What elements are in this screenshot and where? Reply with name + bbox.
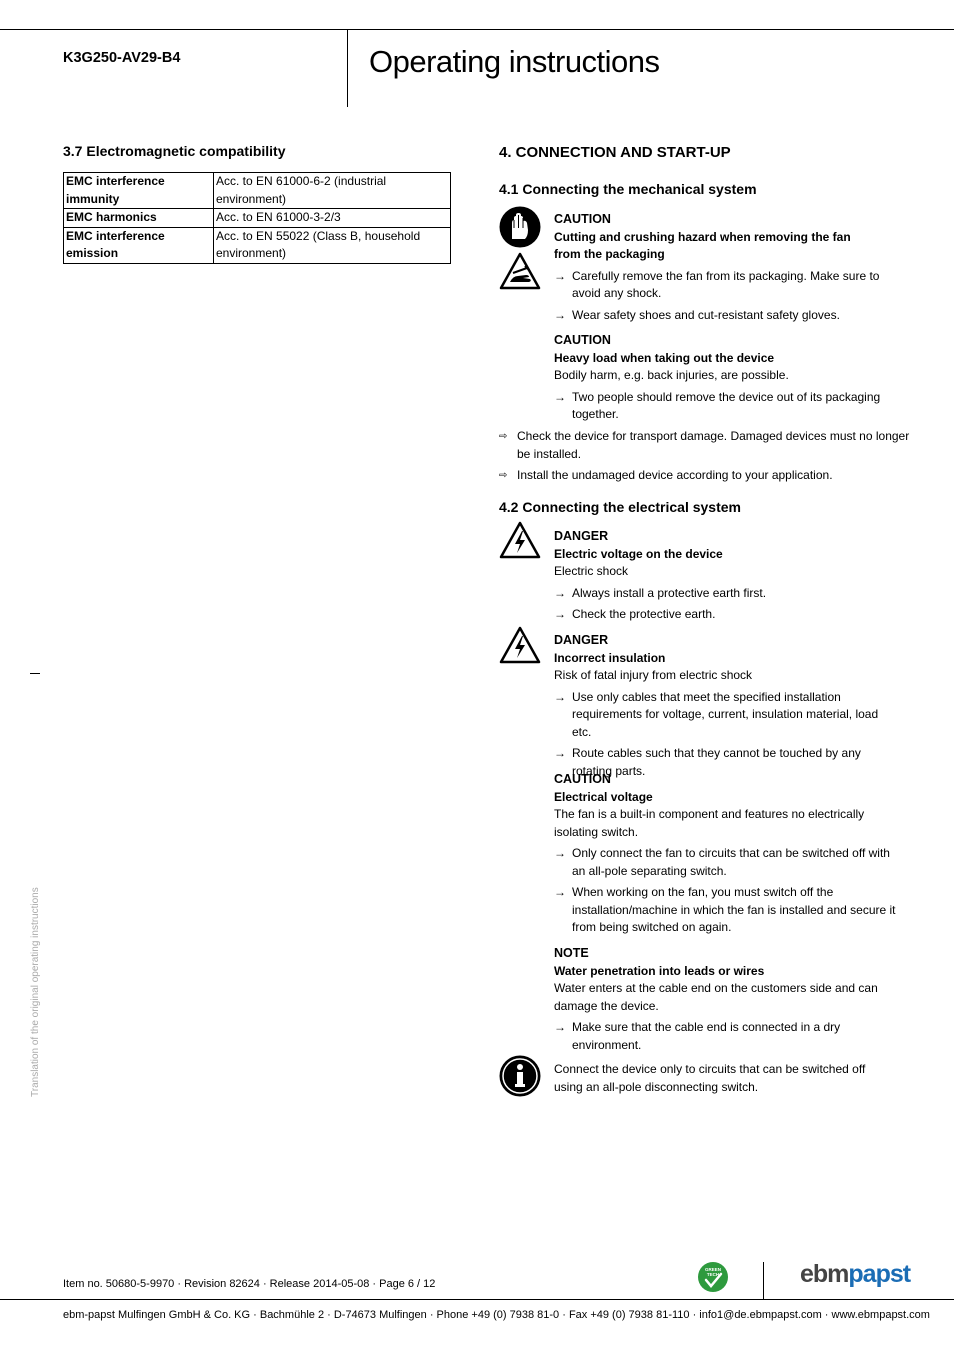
fold-mark bbox=[30, 673, 40, 674]
table-cell-value: Acc. to EN 61000-6-2 (industrial environment) bbox=[214, 173, 451, 209]
company-address: ebm-papst Mulfingen GmbH & Co. KG · Bachmühle 2 · D-74673 Mulfingen · Phone +49 (0) 7938 81-0 · Fax +49 (0) 7938 81-110 · info1@de.ebmpapst.com · www.ebmpapst.com bbox=[63, 1309, 930, 1321]
model-number: K3G250-AV29-B4 bbox=[63, 50, 181, 66]
signal-word: DANGER bbox=[554, 529, 609, 543]
list-item bbox=[499, 428, 917, 463]
signal-word: CAUTION bbox=[554, 333, 611, 347]
instruction-step bbox=[554, 845, 899, 880]
footer-rule bbox=[0, 1299, 954, 1300]
instruction-text: Two people should remove the device out of its packaging together. bbox=[572, 389, 881, 421]
list-item-text: Install the undamaged device according to your application. bbox=[517, 468, 833, 482]
instruction-text: Make sure that the cable end is connected in a dry environment. bbox=[572, 1020, 841, 1052]
arrow-icon: → bbox=[554, 1020, 566, 1034]
signal-word: NOTE bbox=[554, 946, 589, 960]
hazard-consequence: Electric shock bbox=[554, 564, 629, 578]
logo-ebm: ebm bbox=[800, 1260, 849, 1288]
table-cell-value: Acc. to EN 61000-3-2/3 bbox=[214, 209, 451, 228]
caution-block bbox=[554, 332, 899, 424]
signal-word: DANGER bbox=[554, 633, 609, 647]
table-cell-label: EMC interference immunity bbox=[64, 173, 214, 209]
arrow-icon: → bbox=[554, 607, 566, 621]
instruction-step bbox=[554, 268, 899, 303]
badge-text: GREEN bbox=[704, 1267, 722, 1272]
hazard-subject: from the packaging bbox=[554, 247, 665, 261]
instruction-step bbox=[554, 1019, 899, 1054]
caution-block bbox=[554, 211, 899, 324]
arrow-icon: → bbox=[554, 746, 566, 760]
instruction-text: Check the protective earth. bbox=[572, 607, 716, 621]
hazard-consequence: Risk of fatal injury from electric shock bbox=[554, 668, 753, 682]
table-row bbox=[64, 209, 451, 228]
instruction-text: Always install a protective earth first. bbox=[572, 585, 767, 600]
document-title: Operating instructions bbox=[369, 44, 660, 79]
hazard-subject: Electric voltage on the device bbox=[554, 546, 723, 561]
danger-block bbox=[554, 528, 899, 624]
arrow-icon: → bbox=[554, 585, 566, 600]
instruction-text: Carefully remove the fan from its packaging. Make sure to avoid any shock. bbox=[572, 268, 880, 300]
arrow-icon: → bbox=[554, 846, 566, 860]
instruction-step bbox=[554, 307, 899, 325]
bullet-arrow-icon: ⇨ bbox=[499, 470, 508, 481]
arrow-icon: → bbox=[554, 389, 566, 404]
electrical-heading: 4.2 Connecting the electrical system bbox=[499, 499, 741, 515]
instruction-step bbox=[554, 389, 899, 424]
hazard-subject: Water penetration into leads or wires bbox=[554, 963, 765, 978]
bullet-arrow-icon: ⇨ bbox=[499, 431, 508, 442]
instruction-step bbox=[554, 585, 899, 603]
electric-shock-warning-icon bbox=[499, 626, 541, 664]
badge-text: TECH bbox=[706, 1272, 720, 1277]
note-block bbox=[554, 945, 899, 1054]
list-item-text: Check the device for transport damage. Damaged devices must no longer be installed. bbox=[517, 429, 910, 461]
table-cell-value: Acc. to EN 55022 (Class B, household environment) bbox=[214, 227, 451, 263]
instruction-step bbox=[554, 689, 899, 742]
list-item bbox=[499, 467, 917, 485]
info-text: Connect the device only to circuits that can be switched off using an all-pole disconnecting switch. bbox=[554, 1062, 866, 1094]
hazard-subject: Cutting and crushing hazard when removing the fan bbox=[554, 229, 851, 244]
hazard-consequence: The fan is a built-in component and features no electrically isolating switch. bbox=[554, 807, 865, 839]
logo-papst: papst bbox=[848, 1260, 911, 1288]
instruction-text: Route cables such that they cannot be touched by any rotating parts. bbox=[572, 746, 861, 778]
info-icon bbox=[499, 1055, 541, 1097]
document-info: Item no. 50680-5-9970 · Revision 82624 · Release 2014-05-08 · Page 6 / 12 bbox=[63, 1278, 436, 1290]
instruction-text: When working on the fan, you must switch off the installation/machine in which the fan is installed and secure it from being switched on again. bbox=[572, 885, 896, 934]
caution-block bbox=[554, 771, 899, 937]
table-row bbox=[64, 173, 451, 209]
danger-block bbox=[554, 632, 899, 780]
hazard-consequence: Water enters at the cable end on the customers side and can damage the device. bbox=[554, 981, 878, 1013]
hazard-subject: Incorrect insulation bbox=[554, 650, 666, 665]
instruction-text: Only connect the fan to circuits that can be switched off with an all-pole separating switch. bbox=[572, 846, 890, 878]
hand-crush-warning-icon bbox=[499, 252, 541, 290]
hazard-subject: Heavy load when taking out the device bbox=[554, 350, 775, 365]
signal-word: CAUTION bbox=[554, 212, 611, 226]
connection-heading: 4. CONNECTION AND START-UP bbox=[499, 144, 731, 161]
electric-shock-warning-icon bbox=[499, 521, 541, 559]
arrow-icon: → bbox=[554, 885, 566, 899]
signal-word: CAUTION bbox=[554, 772, 611, 786]
instruction-step bbox=[554, 884, 899, 937]
instruction-text: Use only cables that meet the specified installation requirements for voltage, current, insulation material, load etc. bbox=[572, 689, 879, 739]
emc-heading: 3.7 Electromagnetic compatibility bbox=[63, 143, 286, 159]
header-top-rule bbox=[0, 29, 954, 30]
green-tech-badge-icon bbox=[697, 1261, 729, 1293]
table-row bbox=[64, 227, 451, 263]
footer-divider bbox=[763, 1262, 764, 1300]
hazard-consequence: Bodily harm, e.g. back injuries, are possible. bbox=[554, 368, 789, 382]
arrow-icon: → bbox=[554, 689, 566, 704]
hazard-subject: Electrical voltage bbox=[554, 789, 653, 804]
ebmpapst-logo bbox=[800, 1260, 910, 1289]
instruction-step bbox=[554, 606, 899, 624]
mechanical-heading: 4.1 Connecting the mechanical system bbox=[499, 181, 757, 197]
gloves-icon bbox=[499, 206, 541, 248]
table-cell-label: EMC harmonics bbox=[64, 209, 214, 228]
arrow-icon: → bbox=[554, 307, 566, 322]
side-note: Translation of the original operating instructions bbox=[30, 887, 41, 1097]
instruction-text: Wear safety shoes and cut-resistant safety gloves. bbox=[572, 307, 840, 322]
emc-table bbox=[63, 172, 451, 264]
table-cell-label: EMC interference emission bbox=[64, 227, 214, 263]
arrow-icon: → bbox=[554, 268, 566, 283]
header-divider bbox=[347, 29, 348, 107]
